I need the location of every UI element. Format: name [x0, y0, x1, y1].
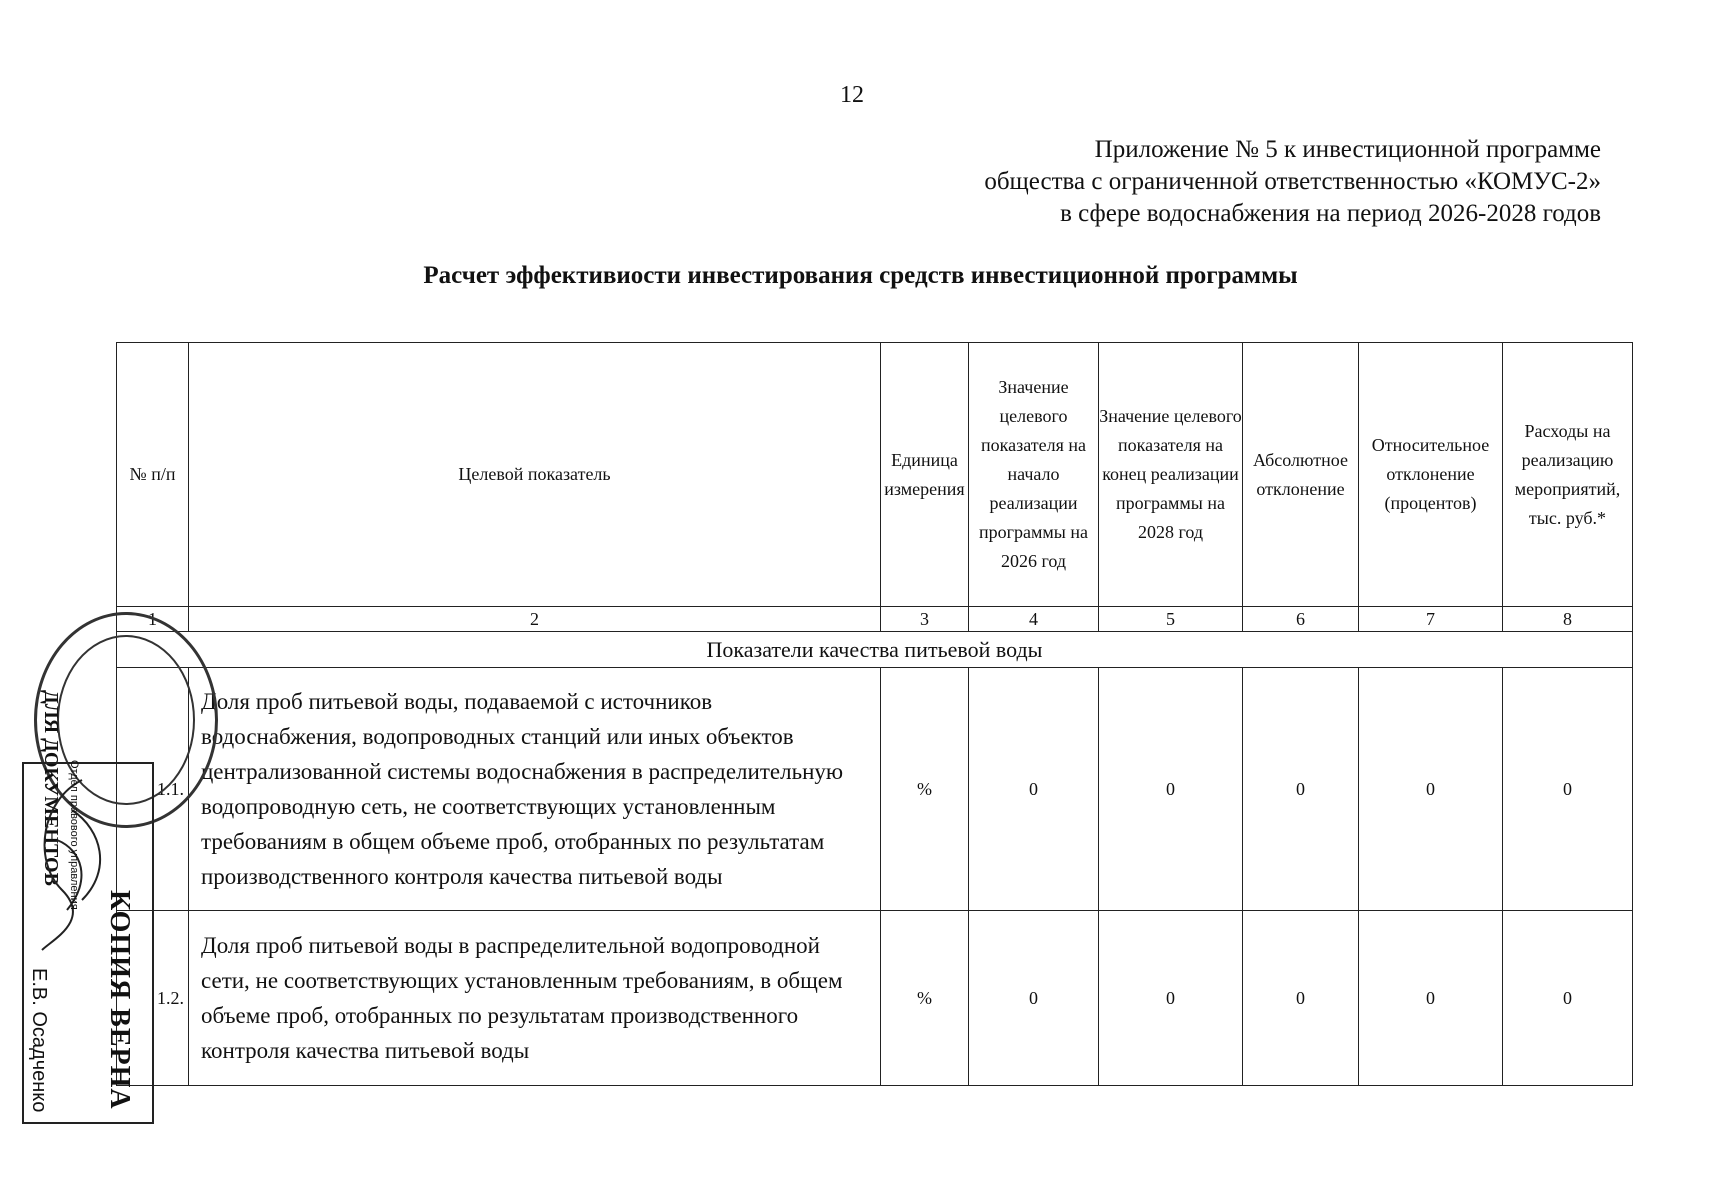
- section-row: [117, 632, 1633, 668]
- header-relative-deviation: Относительное отклонение (процентов): [1359, 343, 1503, 607]
- row-absolute-deviation: 0: [1243, 668, 1359, 911]
- certification-department: Отдел правового управления: [68, 760, 80, 910]
- column-number-row: [117, 607, 1633, 632]
- row-number: 1.1.: [117, 668, 189, 911]
- seal-text: ДЛЯ ДОКУМЕНТОВ: [40, 690, 62, 886]
- document-title: Расчет эффективиости инвестирования средств инвестиционной программы: [423, 262, 1298, 289]
- row-indicator: Доля проб питьевой воды, подаваемой с источников водоснабжения, водопроводных станций или иных объектов централизованной системы водоснабжения в распределительную водопроводную сеть, не соответствующих установленным требованиям в общем объеме проб, отобранных по результатам производственного контроля качества питьевой воды: [189, 668, 881, 911]
- row-relative-deviation: 0: [1359, 668, 1503, 911]
- column-number: 3: [881, 607, 969, 632]
- header-costs: Расходы на реализацию мероприятий, тыс. руб.*: [1503, 343, 1633, 607]
- column-number: 7: [1359, 607, 1503, 632]
- appendix-line-1: Приложение № 5 к инвестиционной программе: [1094, 136, 1601, 163]
- row-costs: 0: [1503, 668, 1633, 911]
- row-start-value: 0: [969, 911, 1099, 1086]
- header-row: [117, 343, 1633, 607]
- row-unit: %: [881, 911, 969, 1086]
- header-absolute-deviation: Абсолютное отклонение: [1243, 343, 1359, 607]
- row-indicator: Доля проб питьевой воды в распределительной водопроводной сети, не соответствующих установленным требованиям, в общем объеме проб, отобранных по результатам производственного контроля качества питьевой воды: [189, 911, 881, 1086]
- column-number: 2: [189, 607, 881, 632]
- certified-copy-label: КОПИЯ ВЕРНА: [104, 890, 135, 1110]
- column-number: 8: [1503, 607, 1633, 632]
- row-relative-deviation: 0: [1359, 911, 1503, 1086]
- header-start-value: Значение целевого показателя на начало реализации программы на 2026 год: [969, 343, 1099, 607]
- row-number: 1.2.: [117, 911, 189, 1086]
- row-unit: %: [881, 668, 969, 911]
- appendix-note: [984, 134, 1601, 230]
- certifier-name: Е.В. Осадченко: [28, 968, 50, 1113]
- header-unit: Единица измерения: [881, 343, 969, 607]
- row-absolute-deviation: 0: [1243, 911, 1359, 1086]
- row-end-value: 0: [1099, 668, 1243, 911]
- column-number: 4: [969, 607, 1099, 632]
- row-end-value: 0: [1099, 911, 1243, 1086]
- appendix-line-2: общества с ограниченной ответственностью «КОМУС-2»: [984, 168, 1601, 195]
- table-row: [117, 911, 1633, 1086]
- header-num: № п/п: [117, 343, 189, 607]
- efficiency-table: [116, 342, 1633, 1086]
- column-number: 1: [117, 607, 189, 632]
- header-indicator: Целевой показатель: [189, 343, 881, 607]
- row-start-value: 0: [969, 668, 1099, 911]
- table-row: [117, 668, 1633, 911]
- column-number: 6: [1243, 607, 1359, 632]
- section-title: Показатели качества питьевой воды: [117, 632, 1633, 668]
- column-number: 5: [1099, 607, 1243, 632]
- appendix-line-3: в сфере водоснабжения на период 2026-2028 годов: [1060, 200, 1601, 227]
- page-number: 12: [840, 82, 864, 108]
- header-end-value: Значение целевого показателя на конец реализации программы на 2028 год: [1099, 343, 1243, 607]
- row-costs: 0: [1503, 911, 1633, 1086]
